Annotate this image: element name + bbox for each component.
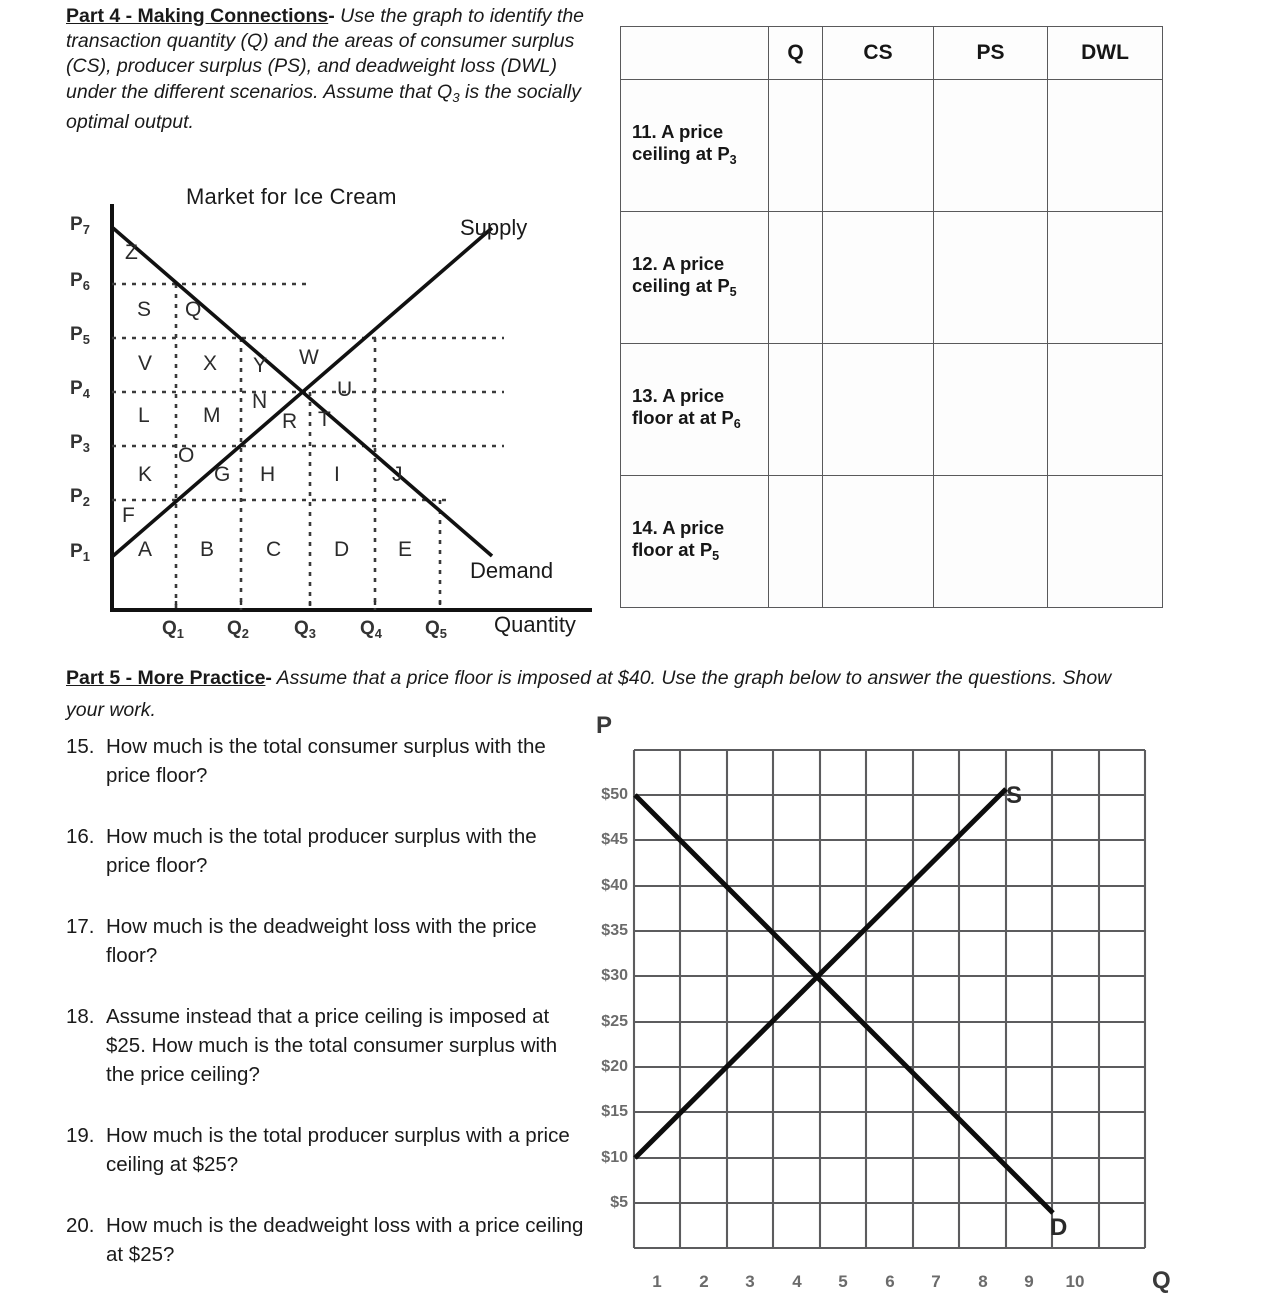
scenario-number-13: 13.: [632, 384, 658, 406]
question-16: [66, 822, 586, 880]
part4-instructions-text-b: is the socially optimal output.: [66, 80, 581, 133]
x-tick-label-3: 3: [745, 1272, 755, 1291]
market-for-ice-cream-chart: [72, 186, 612, 641]
part5-instructions-text: Assume that a price floor is imposed at $40. Use the graph below to answer the questions. Show your work.: [66, 667, 1112, 721]
region-label-a: A: [138, 538, 153, 561]
question-19: [66, 1121, 586, 1179]
demand-curve-label: D: [1050, 1214, 1068, 1241]
question-20: [66, 1211, 586, 1269]
region-label-m: M: [203, 404, 221, 427]
supply-curve-label: S: [1006, 782, 1023, 809]
x-tick-label-1: 1: [652, 1272, 662, 1291]
x-axis-title: Q: [1152, 1267, 1171, 1294]
table-row: [621, 344, 1163, 476]
region-label-b: B: [200, 538, 215, 561]
cell-cs-13[interactable]: [823, 344, 934, 476]
region-label-o: O: [178, 444, 195, 467]
x-tick-label-6: 6: [885, 1272, 895, 1291]
x-tick-label-4: 4: [792, 1272, 802, 1291]
price-floor-practice-chart: P $50 $45 $40 $35 $30 $25 $20 $15 $10 $5 S D 1 2 3 4 5 6 7 8 9 10 Q: [578, 706, 1178, 1290]
region-label-f: F: [122, 504, 135, 527]
part4-instructions-text-a: Use the graph to identify the transaction quantity (Q) and the areas of consumer surplus (CS), producer surplus (PS), and deadweight loss (DWL) under the different scenarios. Assume that Q: [66, 5, 585, 103]
table-header-row: [621, 27, 1163, 80]
scenario-text-13: A price floor at at P: [632, 384, 734, 428]
region-label-l: L: [138, 404, 150, 427]
question-15: [66, 732, 586, 790]
part5-question-list: [66, 732, 586, 1301]
header-dwl: DWL: [1048, 27, 1163, 80]
cell-q-14[interactable]: [769, 476, 823, 608]
question-text-20: How much is the deadweight loss with a price ceiling at $25?: [106, 1214, 584, 1266]
header-ps: PS: [934, 27, 1048, 80]
cell-ps-13[interactable]: [934, 344, 1048, 476]
practice-graph-svg: [578, 706, 1178, 1290]
region-label-w: W: [299, 346, 319, 369]
region-label-s: S: [137, 298, 152, 321]
y-tick-p7: $P_7$: [70, 214, 90, 237]
x-tick-label-2: 2: [699, 1272, 709, 1291]
part4-instructions-subscript: 3: [452, 89, 460, 105]
question-number-17: 17.: [66, 915, 95, 938]
x-axis-title: Quantity: [494, 612, 576, 637]
x-tick-label-5: 5: [838, 1272, 848, 1291]
table-row: [621, 476, 1163, 608]
scenario-text-11: A price ceiling at P: [632, 120, 730, 164]
scenario-number-12: 12.: [632, 252, 658, 274]
region-label-j: J: [392, 463, 403, 486]
question-text-15: How much is the total consumer surplus with the price floor?: [106, 735, 546, 787]
question-18: [66, 1002, 586, 1089]
scenario-sub-12: 5: [729, 284, 737, 299]
table-row: [621, 80, 1163, 212]
region-label-n: N: [252, 390, 268, 413]
scenario-text-14: A price floor at P: [632, 516, 725, 560]
cell-ps-14[interactable]: [934, 476, 1048, 608]
region-label-e: E: [398, 538, 413, 561]
region-label-h: H: [260, 463, 276, 486]
region-label-u: U: [337, 378, 353, 401]
demand-curve-label: Demand: [470, 558, 554, 583]
cell-ps-11[interactable]: [934, 80, 1048, 212]
scenario-number-11: 11.: [632, 120, 657, 142]
table-row: [621, 212, 1163, 344]
x-tick-label-9: 9: [1024, 1272, 1034, 1291]
y-tick-p6: $P_6$: [70, 270, 90, 293]
region-label-v: V: [138, 352, 153, 375]
header-cs: CS: [823, 27, 934, 80]
x-tick-label-q2: $Q_2$: [227, 618, 249, 641]
scenario-label-13: [621, 344, 769, 476]
cell-dwl-13[interactable]: [1048, 344, 1163, 476]
supply-curve-label: Supply: [460, 215, 528, 240]
scenario-label-12: [621, 212, 769, 344]
question-number-15: 15.: [66, 735, 95, 758]
cell-q-11[interactable]: [769, 80, 823, 212]
question-number-19: 19.: [66, 1124, 95, 1147]
x-tick-label-7: 7: [931, 1272, 941, 1291]
region-label-x: X: [203, 352, 218, 375]
scenario-label-14: [621, 476, 769, 608]
x-tick-label-q1: $Q_1$: [162, 618, 184, 641]
question-text-18: Assume instead that a price ceiling is imposed at $25. How much is the total consumer surplus with the price ceiling?: [106, 1005, 558, 1086]
cell-cs-12[interactable]: [823, 212, 934, 344]
y-tick-p5: $P_5$: [70, 324, 90, 347]
y-tick-p3: $P_3$: [70, 432, 90, 455]
region-label-t: T: [318, 408, 331, 431]
region-label-i: I: [334, 463, 340, 486]
scenario-number-14: 14.: [632, 516, 658, 538]
x-tick-label-q3: $Q_3$: [294, 618, 316, 641]
cell-dwl-11[interactable]: [1048, 80, 1163, 212]
cell-dwl-14[interactable]: [1048, 476, 1163, 608]
part5-heading: Part 5 - More Practice: [66, 667, 266, 689]
x-tick-label-q4: $Q_4$: [360, 618, 382, 641]
region-label-z: Z: [125, 241, 138, 264]
cell-dwl-12[interactable]: [1048, 212, 1163, 344]
header-scenario: [621, 27, 769, 80]
scenario-sub-13: 6: [733, 416, 741, 431]
question-text-19: How much is the total producer surplus with a price ceiling at $25?: [106, 1124, 570, 1176]
part4-instructions: [66, 4, 588, 135]
scenario-sub-14: 5: [712, 548, 720, 563]
cell-cs-11[interactable]: [823, 80, 934, 212]
part4-heading: Part 4 - Making Connections: [66, 5, 329, 27]
y-axis-title: P: [596, 712, 613, 739]
scenarios-table: [620, 26, 1163, 608]
scenario-text-12: A price ceiling at P: [632, 252, 730, 296]
region-label-d: D: [334, 538, 350, 561]
y-tick-p2: $P_2$: [70, 486, 90, 509]
y-tick-p1: $P_1$: [70, 541, 90, 564]
header-q: Q: [769, 27, 823, 80]
part4-heading-dash: -: [328, 5, 335, 27]
part5-heading-dash: -: [265, 667, 272, 689]
question-text-17: How much is the deadweight loss with the price floor?: [106, 915, 537, 967]
question-number-20: 20.: [66, 1214, 95, 1237]
x-tick-label-10: 10: [1065, 1272, 1085, 1291]
cell-q-12[interactable]: [769, 212, 823, 344]
y-tick-p4: $P_4$: [70, 378, 90, 401]
question-17: [66, 912, 586, 970]
cell-cs-14[interactable]: [823, 476, 934, 608]
scenario-label-11: [621, 80, 769, 212]
region-label-c: C: [266, 538, 282, 561]
region-label-r: R: [282, 410, 298, 433]
x-tick-label-8: 8: [978, 1272, 988, 1291]
x-tick-label-q5: $Q_5$: [425, 618, 447, 641]
region-label-q: Q: [185, 298, 202, 321]
grid-lines: [634, 750, 1145, 1248]
region-label-k: K: [138, 463, 153, 486]
chart-title: Market for Ice Cream: [186, 184, 397, 209]
question-number-18: 18.: [66, 1005, 95, 1028]
question-number-16: 16.: [66, 825, 95, 848]
demand-curve: [635, 795, 1053, 1213]
cell-q-13[interactable]: [769, 344, 823, 476]
cell-ps-12[interactable]: [934, 212, 1048, 344]
question-text-16: How much is the total producer surplus with the price floor?: [106, 825, 537, 877]
region-label-g: G: [214, 463, 231, 486]
scenario-sub-11: 3: [729, 152, 737, 167]
region-label-y: Y: [253, 354, 268, 377]
